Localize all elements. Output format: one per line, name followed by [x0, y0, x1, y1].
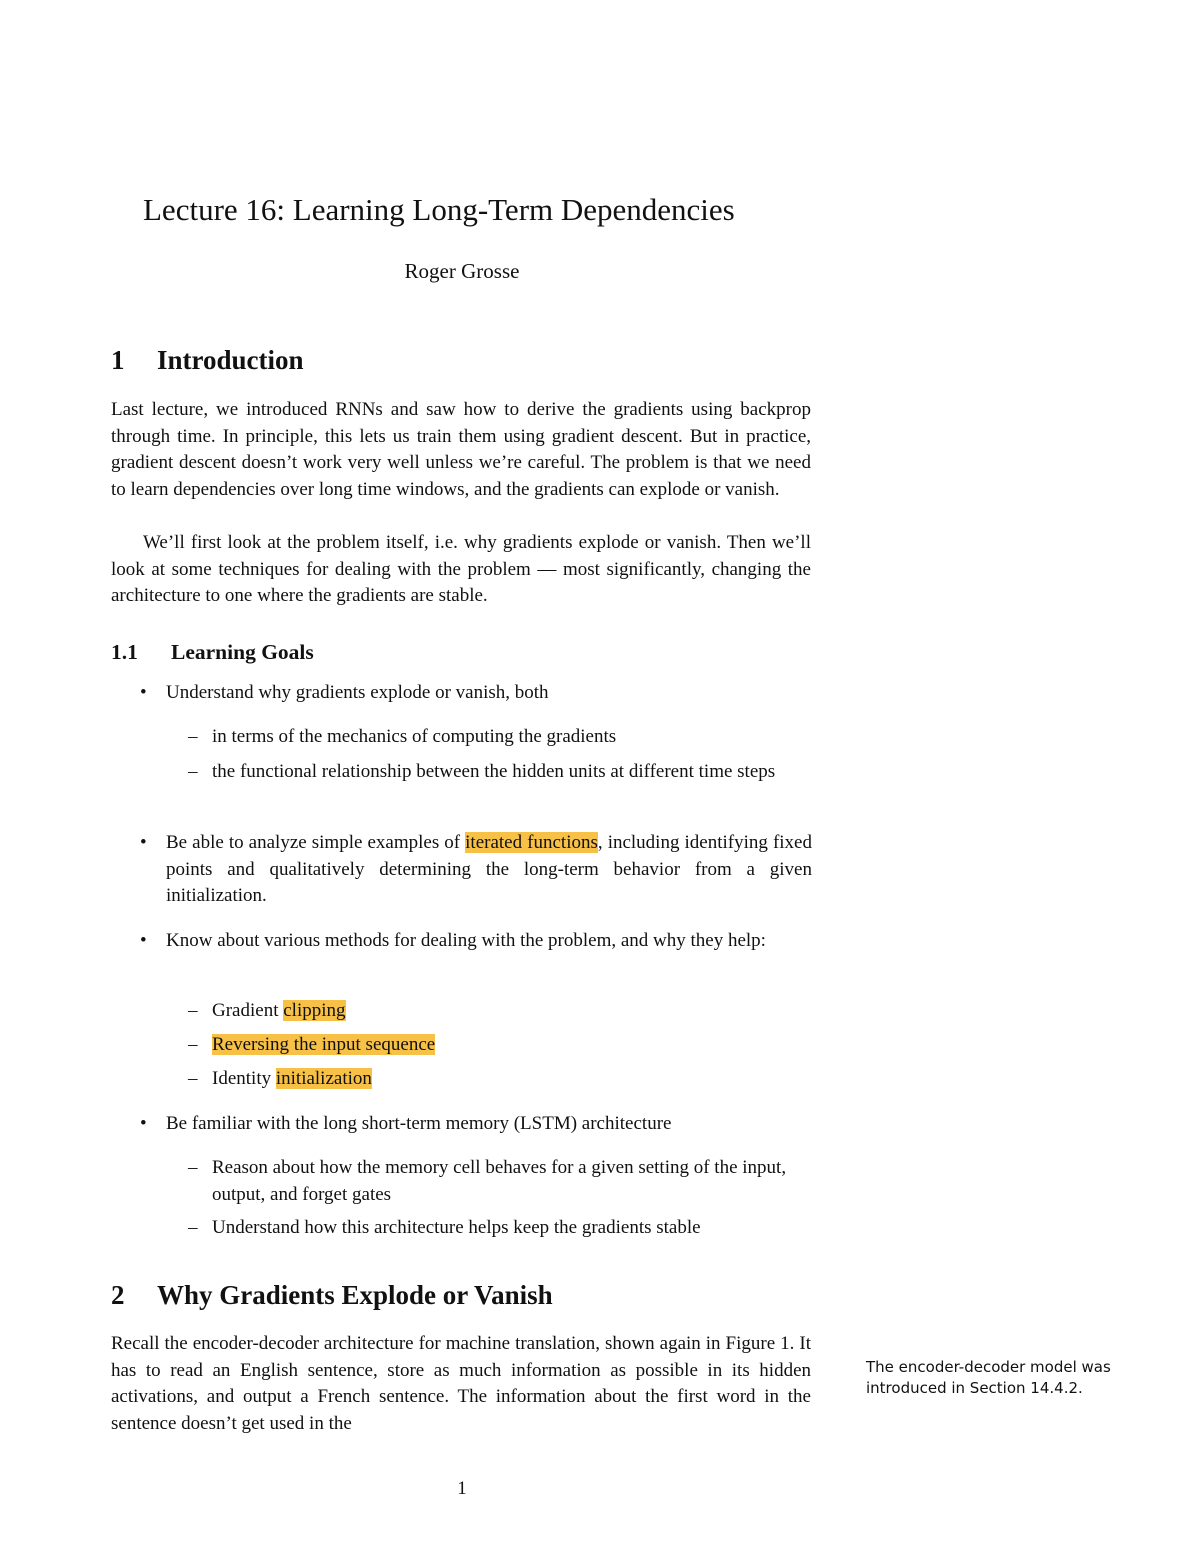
subitem-text: Reason about how the memory cell behaves for a given setting of the input, output, and forget gates — [212, 1157, 787, 1205]
subsection-number: 1.1 — [111, 640, 138, 664]
highlight-iterated-functions: iterated functions — [465, 832, 598, 853]
subitem-text: the functional relationship between the hidden units at different time steps — [212, 761, 776, 782]
section2-paragraph-1: Recall the encoder-decoder architecture for machine translation, shown again in Figure 1. It has to read an English sentence, store as much information as possible in its hidden activations, and output a French sentence. The information about the first word in the sentence doesn’t get used in the — [111, 1333, 811, 1434]
section-title: Introduction — [157, 345, 304, 375]
highlight-clipping: clipping — [283, 1000, 346, 1021]
goal-subitem-4-2 — [188, 1215, 812, 1242]
bullet-marker: • — [140, 930, 147, 951]
bullet-marker: • — [140, 682, 147, 703]
goal-subitem-3-3 — [188, 1066, 812, 1093]
subitem-text: Understand how this architecture helps keep the gradients stable — [212, 1217, 701, 1238]
dash-marker: – — [188, 1068, 198, 1089]
subitem-text-start: Gradient — [212, 1000, 284, 1021]
dash-marker: – — [188, 1000, 198, 1021]
section-heading-introduction — [111, 342, 831, 378]
section-number: 2 — [111, 1280, 125, 1310]
intro-paragraph-1: Last lecture, we introduced RNNs and saw how to derive the gradients using backprop through time. In principle, this lets us train them using gradient descent. But in practice, gradient descent doesn’t work very well unless we’re careful. The problem is that we need to learn dependencies over long time windows, and the gradients can explode or vanish. — [111, 399, 811, 500]
goal-text: Understand why gradients explode or vanish, both — [166, 682, 549, 703]
subitem-text-start: Identity — [212, 1068, 276, 1089]
goal-subitem-4-1 — [188, 1155, 812, 1208]
goal-bullet-1 — [140, 680, 812, 707]
dash-marker: – — [188, 761, 198, 782]
dash-marker: – — [188, 1034, 198, 1055]
dash-marker: – — [188, 1157, 198, 1178]
goal-subitem-1-2 — [188, 759, 812, 786]
goal-bullet-4 — [140, 1111, 812, 1138]
subitem-text — [212, 998, 812, 1025]
goal-bullet-2 — [140, 830, 812, 910]
bullet-marker: • — [140, 832, 147, 853]
subitem-text — [212, 1066, 812, 1093]
goal-subitem-3-2 — [188, 1032, 812, 1059]
author-name: Roger Grosse — [404, 259, 520, 283]
document-title: Lecture 16: Learning Long-Term Dependencies — [143, 192, 735, 227]
goal-text: Know about various methods for dealing with the problem, and why they help: — [166, 930, 766, 951]
dash-marker: – — [188, 1217, 198, 1238]
page-number: 1 — [457, 1478, 467, 1499]
goal-bullet-3 — [140, 928, 812, 955]
subsection-title: Learning Goals — [171, 640, 314, 664]
subitem-text — [212, 1032, 812, 1059]
margin-note: The encoder-decoder model was introduced in Section 14.4.2. — [866, 1358, 1111, 1397]
bullet-marker: • — [140, 1113, 147, 1134]
goal-text-end: , including identifying fixed points and qualitatively determining the long-term behavior from a given initialization. — [166, 832, 812, 907]
goal-subitem-3-1 — [188, 998, 812, 1025]
dash-marker: – — [188, 726, 198, 747]
goal-text-start: Be able to analyze simple examples of — [166, 832, 466, 853]
goal-subitem-1-1 — [188, 724, 812, 751]
subsection-heading-learning-goals — [111, 637, 831, 667]
subitem-text: in terms of the mechanics of computing the gradients — [212, 726, 617, 747]
highlight-initialization: initialization — [275, 1068, 372, 1089]
section-title: Why Gradients Explode or Vanish — [157, 1280, 553, 1310]
section-number: 1 — [111, 345, 125, 375]
intro-paragraph-2: We’ll first look at the problem itself, i.e. why gradients explode or vanish. Then we’ll look at some techniques for dealing with the problem — most significantly, changing the architecture to one where the gradients are stable. — [111, 532, 811, 607]
goal-text — [166, 830, 812, 910]
section-heading-gradients — [111, 1277, 831, 1313]
highlight-reversing-input: Reversing the input sequence — [212, 1034, 436, 1055]
goal-text: Be familiar with the long short-term memory (LSTM) architecture — [166, 1113, 672, 1134]
